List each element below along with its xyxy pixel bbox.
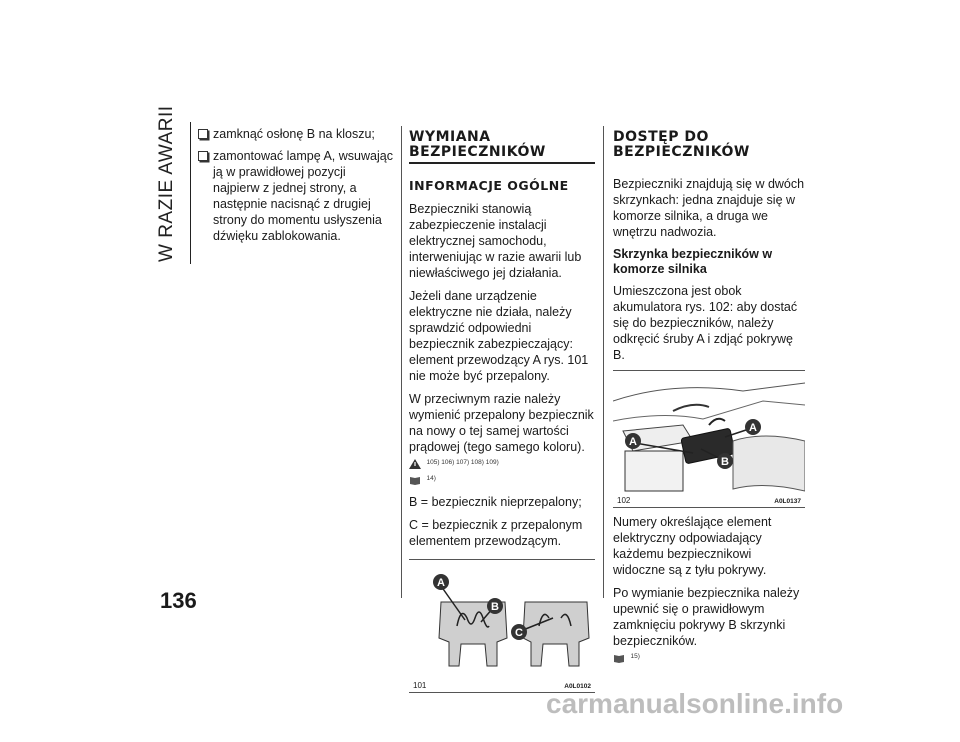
paragraph: Bezpieczniki znajdują się w dwóch skrzynkach: jedna znajduje się w komorze silnika, a druga we wnętrzu nadwozia. xyxy=(613,177,805,239)
subsection-heading: INFORMACJE OGÓLNE xyxy=(409,178,569,193)
page-number: 136 xyxy=(160,588,197,613)
fig102-label-a-left: A xyxy=(629,436,637,448)
warning-references: 105) 106) 107) 108) 109) xyxy=(426,459,499,466)
paragraph: Bezpieczniki stanowią zabezpieczenie instalacji elektrycznej samochodu, interweniując w razie awarii lub niewłaściwego jej działania. xyxy=(409,202,582,280)
paragraph xyxy=(409,391,595,487)
fuse-illustration xyxy=(409,560,595,692)
warning-icon xyxy=(409,459,421,469)
fig101-label-a: A xyxy=(437,577,445,589)
section-heading: WYMIANA BEZPIECZNIKÓW xyxy=(409,130,595,164)
figure-number: 102 xyxy=(617,496,631,505)
engine-bay-illustration xyxy=(613,371,805,507)
paragraph-text: Po wymianie bezpiecznika należy upewnić się o prawidłowym zamknięciu pokrywy B skrzynki bezpieczników. xyxy=(613,586,800,648)
paragraph: Umieszczona jest obok akumulatora rys. 102: aby dostać się do bezpieczników, należy odkręcić śruby A i zdjąć pokrywę B. xyxy=(613,284,798,362)
book-icon xyxy=(409,475,421,485)
paragraph xyxy=(613,585,805,665)
fuse-figure xyxy=(409,559,595,693)
column-1 xyxy=(198,126,394,250)
checkbox-bullet-icon xyxy=(198,129,208,139)
bullet-text: zamknąć osłonę B na kloszu; xyxy=(213,127,375,141)
note-references: 15) xyxy=(630,653,640,660)
paragraph: Jeżeli dane urządzenie elektryczne nie działa, należy sprawdzić odpowiedni bezpiecznik zabezpieczający: element przewodzący A rys. 101 nie może być przepalony. xyxy=(409,289,589,383)
column-3 xyxy=(613,126,805,672)
note-references: 14) xyxy=(426,475,436,482)
bullet-item xyxy=(198,148,394,244)
section-heading: DOSTĘP DO BEZPIECZNIKÓW xyxy=(613,129,750,160)
bullet-text: zamontować lampę A, wsuwając ją w prawidłowej pozycji najpierw z jednej strony, a następnie nacisnąć z drugiej strony do momentu usłyszenia dźwięku zablokowania. xyxy=(213,149,393,243)
side-title-text: W RAZIE AWARII xyxy=(156,105,177,262)
paragraph: C = bezpiecznik z przepalonym elementem przewodzącym. xyxy=(409,518,583,548)
paragraph-text: W przeciwnym razie należy wymienić przepalony bezpiecznik na nowy o tej samej wartości prądowej (tego samego koloru). xyxy=(409,392,594,454)
book-icon xyxy=(613,653,625,663)
column-divider xyxy=(603,126,604,598)
paragraph: Numery określające element elektryczny odpowiadający każdemu bezpiecznikowi widoczne są z tyłu pokrywy. xyxy=(613,515,772,577)
fig102-label-a-right: A xyxy=(749,422,757,434)
column-divider xyxy=(401,126,402,598)
fig102-label-b: B xyxy=(721,456,729,468)
paragraph: B = bezpiecznik nieprzepalony; xyxy=(409,495,582,509)
watermark: carmanualsonline.info xyxy=(546,688,844,719)
checkbox-bullet-icon xyxy=(198,151,208,161)
figure-code: A0L0137 xyxy=(774,498,801,505)
fig101-label-b: B xyxy=(491,601,499,613)
bullet-item xyxy=(198,126,394,142)
engine-bay-figure xyxy=(613,370,805,508)
figure-number: 101 xyxy=(413,681,427,690)
subsection-heading: Skrzynka bezpieczników w komorze silnika xyxy=(613,247,773,276)
fig101-label-c: C xyxy=(515,627,523,639)
figure-code: A0L0102 xyxy=(564,683,591,690)
side-rule xyxy=(190,122,191,264)
column-2 xyxy=(409,126,595,699)
